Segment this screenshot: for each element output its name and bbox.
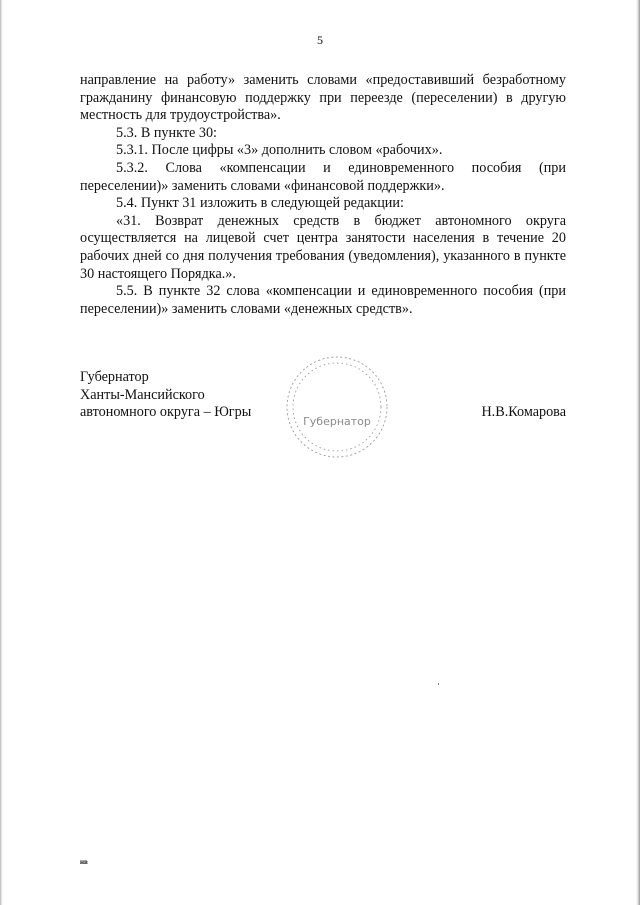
- page-number: 5: [317, 33, 323, 47]
- scan-speck: [438, 683, 439, 685]
- paragraph: 5.3.2. Слова «компенсации и единовременного пособия (при переселении)» заменить словами «финансовой поддержки».: [80, 159, 566, 194]
- signature-title-line: автономного округа – Югры: [80, 404, 252, 421]
- signature-title-line: Ханты-Мансийского: [80, 386, 205, 403]
- signature-block: [80, 369, 566, 422]
- signatory-name: Н.В.Комарова: [481, 404, 566, 420]
- seal-text: Губернатор: [303, 415, 371, 428]
- footer-code: нв: [80, 858, 88, 866]
- paragraph: 5.5. В пункте 32 слова «компенсации и единовременного пособия (при переселении)» заменить словами «денежных средств».: [80, 283, 566, 317]
- paragraph: «31. Возврат денежных средств в бюджет автономного округа осуществляется на лицевой счет центра занятости населения в течение 20 рабочих дней со дня получения требования (уведомления), указанного в пункте 30 настоящего Порядка.».: [80, 212, 566, 282]
- document-body: [80, 72, 566, 318]
- scan-edge-right: [636, 0, 640, 905]
- scan-edge-left: [0, 0, 3, 905]
- paragraph: 5.4. Пункт 31 изложить в следующей редакции:: [116, 195, 404, 212]
- paragraph: направление на работу» заменить словами «предоставивший безработному гражданину финансовую поддержку при переезде (переселении) в другую местность для трудоустройства».: [80, 72, 566, 124]
- signature-title-line: Губернатор: [80, 369, 149, 385]
- paragraph: 5.3. В пункте 30:: [116, 124, 217, 141]
- paragraph: 5.3.1. После цифры «3» дополнить словом «рабочих».: [116, 142, 443, 159]
